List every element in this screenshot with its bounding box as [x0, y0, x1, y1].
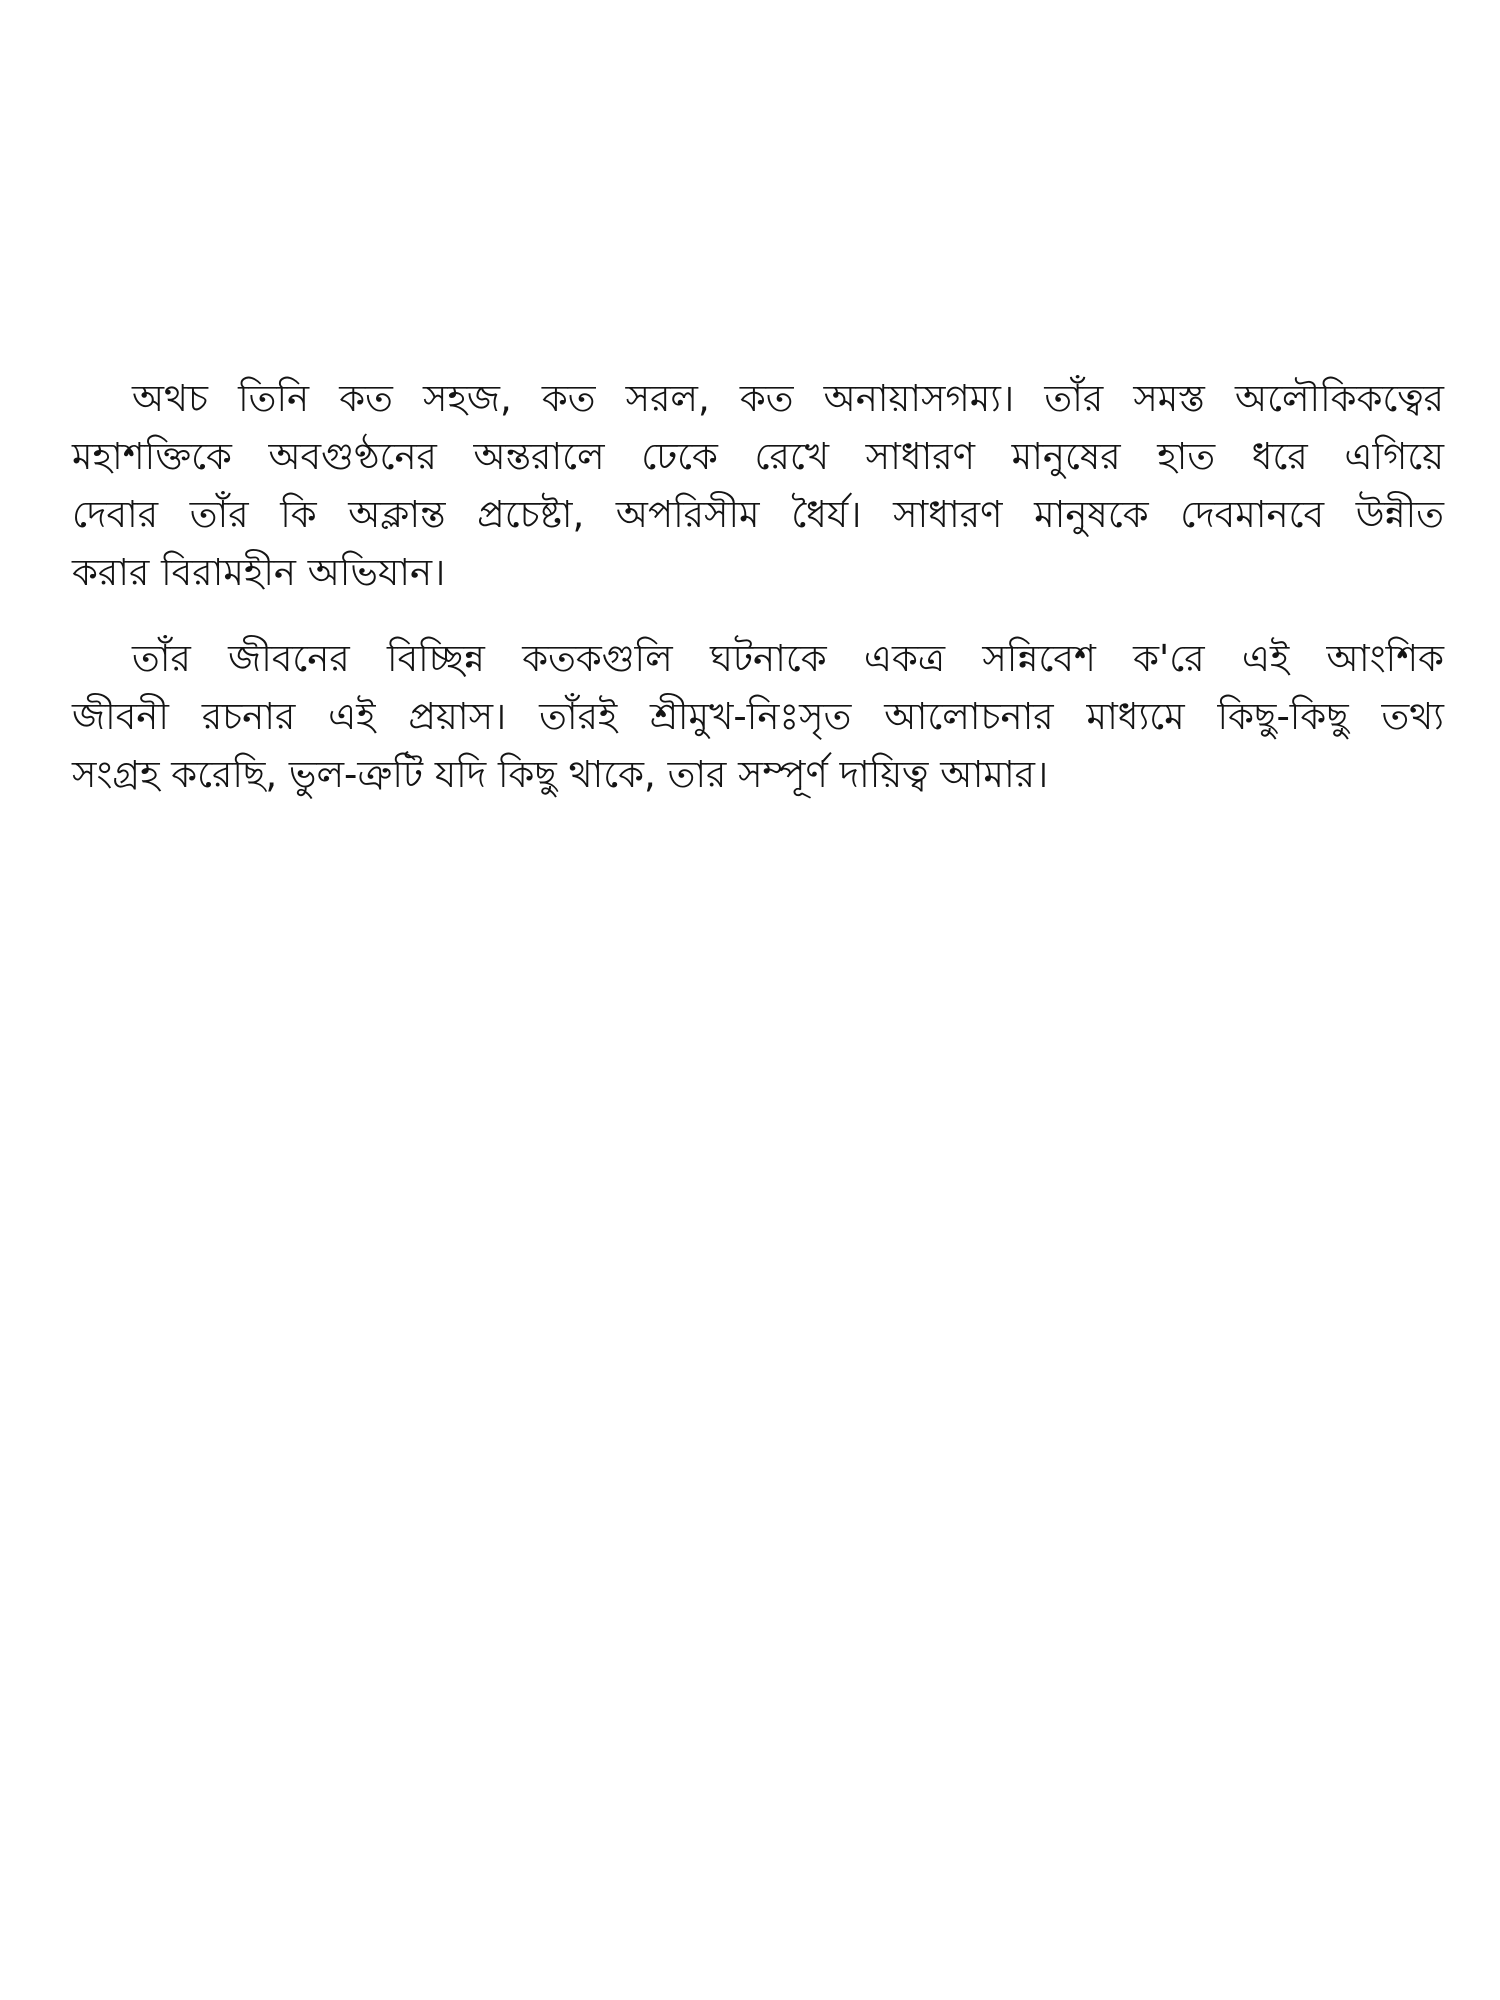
text-line: তাঁর জীবনের বিচ্ছিন্ন কতকগুলি ঘটনাকে একত্র সন্নিবেশ ক'রে এই আংশিক — [132, 637, 1444, 680]
text-line: দেবার তাঁর কি অক্লান্ত প্রচেষ্টা, অপরিসীম ধৈর্য। সাধারণ মানুষকে দেবমানবে উন্নীত — [72, 493, 1444, 536]
text-line: করার বিরামহীন অভিযান। — [72, 551, 446, 594]
body-text — [72, 370, 1444, 804]
paragraph-2 — [72, 630, 1444, 804]
paragraph-1 — [72, 370, 1444, 602]
text-line: মহাশক্তিকে অবগুণ্ঠনের অন্তরালে ঢেকে রেখে সাধারণ মানুষের হাত ধরে এগিয়ে — [72, 435, 1444, 478]
text-line: জীবনী রচনার এই প্রয়াস। তাঁরই শ্রীমুখ-নিঃসৃত আলোচনার মাধ্যমে কিছু-কিছু তথ্য — [72, 695, 1444, 738]
text-line: অথচ তিনি কত সহজ, কত সরল, কত অনায়াসগম্য। তাঁর সমস্ত অলৌকিকত্বের — [132, 377, 1444, 420]
text-line: সংগ্রহ করেছি, ভুল-ত্রুটি যদি কিছু থাকে, তার সম্পূর্ণ দায়িত্ব আমার। — [72, 753, 1049, 796]
